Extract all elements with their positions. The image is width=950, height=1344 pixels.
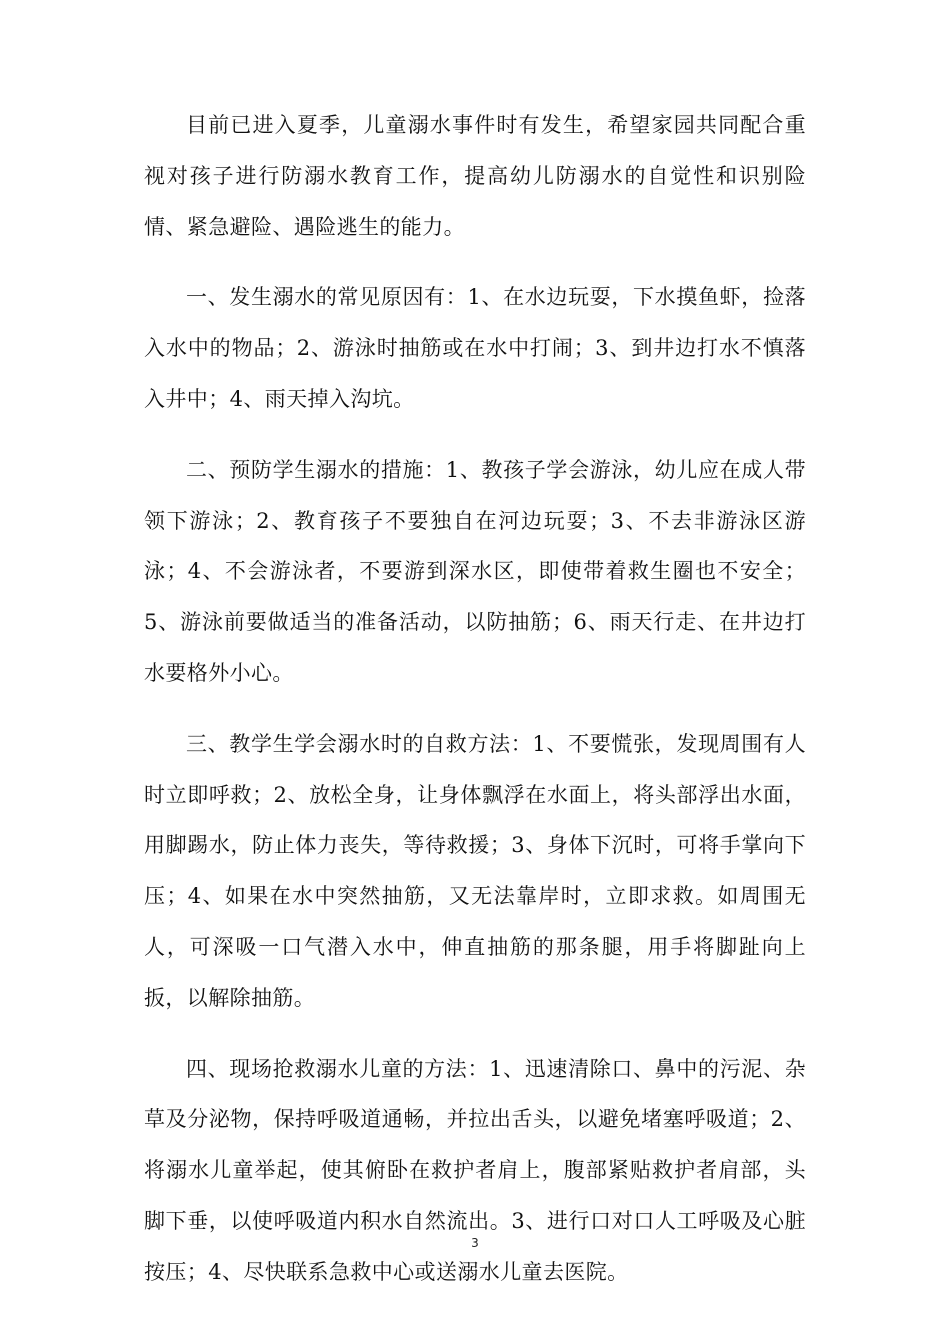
section-self-rescue-paragraph: 三、教学生学会溺水时的自救方法：1、不要慌张，发现周围有人时立即呼救；2、放松全身，让身体飘浮在水面上，将头部浮出水面，用脚踢水，防止体力丧失，等待救援；3、身体下沉时，可将手掌向下压；4、如果在水中突然抽筋，又无法靠岸时，立即求救。如周围无人，可深吸一口气潜入水中，伸直抽筋的那条腿，用手将脚趾向上扳，以解除抽筋。 xyxy=(144,731,806,1010)
intro-paragraph: 目前已进入夏季，儿童溺水事件时有发生，希望家园共同配合重视对孩子进行防溺水教育工作，提高幼儿防溺水的自觉性和识别险情、紧急避险、遇险逃生的能力。 xyxy=(144,113,806,239)
section-causes-paragraph: 一、发生溺水的常见原因有：1、在水边玩耍，下水摸鱼虾，捡落入水中的物品；2、游泳时抽筋或在水中打闹；3、到井边打水不慎落入井中；4、雨天掉入沟坑。 xyxy=(144,285,806,411)
section-prevention-paragraph: 二、预防学生溺水的措施：1、教孩子学会游泳，幼儿应在成人带领下游泳；2、教育孩子不要独自在河边玩耍；3、不去非游泳区游泳；4、不会游泳者，不要游到深水区，即使带着救生圈也不安全；5、游泳前要做适当的准备活动，以防抽筋；6、雨天行走、在井边打水要格外小心。 xyxy=(144,457,806,685)
section-first-aid-paragraph: 四、现场抢救溺水儿童的方法：1、迅速清除口、鼻中的污泥、杂草及分泌物，保持呼吸道通畅，并拉出舌头，以避免堵塞呼吸道；2、将溺水儿童举起，使其俯卧在救护者肩上，腹部紧贴救护者肩部，头脚下垂，以使呼吸道内积水自然流出。3、进行口对口人工呼吸及心脏按压；4、尽快联系急救中心或送溺水儿童去医院。 xyxy=(144,1056,806,1284)
document-body xyxy=(144,100,806,1318)
page-number: 3 xyxy=(471,1236,479,1250)
